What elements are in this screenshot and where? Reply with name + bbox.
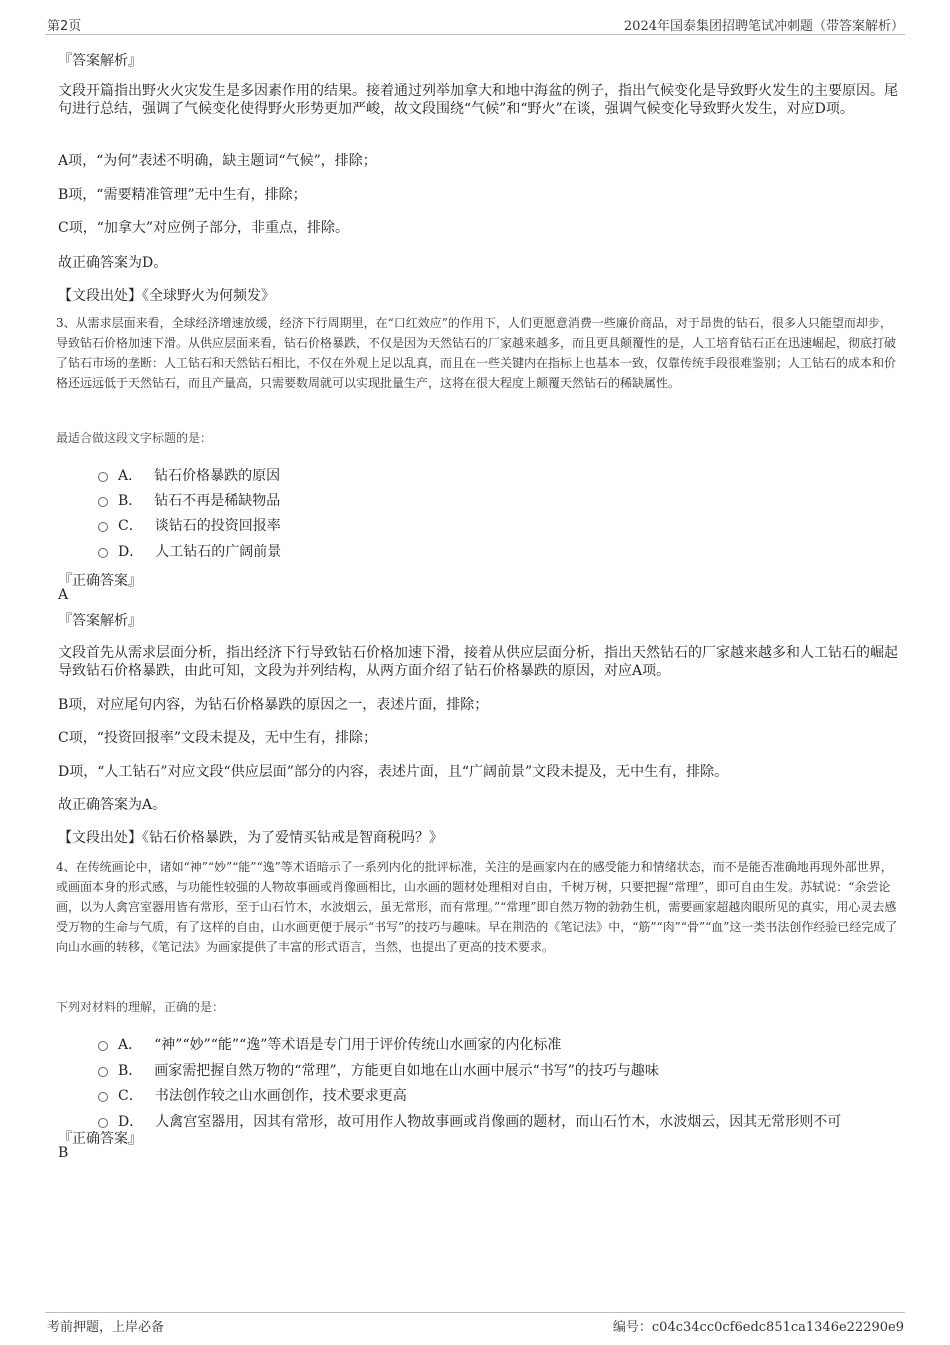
header-divider (45, 34, 905, 35)
q2-analysis-a: A项，“为何”表述不明确，缺主题词“气候”，排除； (58, 153, 377, 169)
q3-correct-tag: 『正确答案』 (58, 573, 142, 589)
q4-option-d-text: 人禽宫室器用，因其有常形，故可用作人物故事画或肖像画的题材，而山石竹木，水波烟云，因其无常形则不可 (155, 1114, 842, 1130)
q4-option-a-text: “神”“妙”“能”“逸”等术语是专门用于评价传统山水画家的内化标准 (154, 1037, 562, 1053)
q2-analysis-paragraph: 文段开篇指出野火火灾发生是多因素作用的结果。接着通过列举加拿大和地中海盆的例子，指出气候变化是导致野火发生的主要原因。尾句进行总结，强调了气候变化使得野火形势更加严峻，故文段围绕“气候”和“野火”在谈，强调气候变化导致野火发生，对应D项。 (58, 83, 898, 117)
q3-option-a[interactable] (98, 465, 280, 485)
q3-option-c[interactable] (98, 515, 281, 535)
q3-option-b[interactable] (98, 490, 280, 510)
radio-icon[interactable] (98, 1092, 108, 1102)
q3-question: 最适合做这段文字标题的是： (56, 431, 213, 445)
radio-icon[interactable] (98, 548, 108, 558)
q3-analysis-d: D项，“人工钻石”对应文段“供应层面”部分的内容，表述片面，且“广阔前景”文段未提及，无中生有，排除。 (58, 764, 729, 780)
q3-option-d[interactable] (98, 541, 281, 561)
radio-icon[interactable] (98, 1041, 108, 1051)
q2-conclusion: 故正确答案为D。 (58, 255, 168, 271)
q3-option-b-letter: B． (118, 493, 143, 509)
radio-icon[interactable] (98, 1067, 108, 1077)
q3-option-c-text: 谈钻石的投资回报率 (154, 518, 281, 534)
q4-option-c-text: 书法创作较之山水画创作，技术要求更高 (154, 1088, 407, 1104)
q4-option-c[interactable] (98, 1085, 407, 1105)
q3-analysis-c: C项，“投资回报率”文段未提及，无中生有，排除； (58, 730, 378, 746)
q3-source: 【文段出处】《钻石价格暴跌，为了爱情买钻戒是智商税吗？》 (58, 830, 443, 846)
document-id: 编号：c04c34cc0cf6edc851ca1346e22290e9 (612, 1320, 904, 1335)
q4-option-b-text: 画家需把握自然万物的“常理”，方能更自如地在山水画中展示“书写”的技巧与趣味 (154, 1063, 659, 1079)
q2-analysis-tag: 『答案解析』 (58, 53, 142, 69)
q3-analysis-paragraph: 文段首先从需求层面分析，指出经济下行导致钻石价格加速下滑，接着从供应层面分析，指出天然钻石的厂家越来越多和人工钻石的崛起导致钻石价格暴跌，由此可知，文段为并列结构，从两方面介绍了钻石价格暴跌的原因，对应A项。 (58, 645, 898, 679)
q4-option-a[interactable] (98, 1034, 561, 1054)
q3-analysis-tag: 『答案解析』 (58, 613, 142, 629)
q4-question: 下列对材料的理解，正确的是： (56, 1000, 225, 1014)
q3-option-a-text: 钻石价格暴跌的原因 (154, 468, 281, 484)
radio-icon[interactable] (98, 472, 108, 482)
q3-option-c-letter: C． (118, 518, 143, 534)
q3-option-d-text: 人工钻石的广阔前景 (155, 544, 282, 560)
q4-option-b[interactable] (98, 1060, 659, 1080)
q3-option-d-letter: D． (118, 544, 144, 560)
radio-icon[interactable] (98, 1118, 108, 1128)
q3-option-b-text: 钻石不再是稀缺物品 (154, 493, 281, 509)
q3-analysis-b: B项，对应尾句内容，为钻石价格暴跌的原因之一，表述片面，排除； (58, 697, 489, 713)
q4-correct-tag: 『正确答案』 (58, 1131, 142, 1147)
radio-icon[interactable] (98, 497, 108, 507)
q4-correct-answer: B (58, 1145, 69, 1161)
q2-analysis-b: B项，“需要精准管理”无中生有，排除； (58, 187, 307, 203)
radio-icon[interactable] (98, 522, 108, 532)
q4-option-b-letter: B． (118, 1063, 143, 1079)
document-title: 2024年国泰集团招聘笔试冲刺题（带答案解析） (623, 19, 904, 34)
q4-option-a-letter: A． (118, 1037, 143, 1053)
footer-divider (45, 1312, 905, 1313)
q4-option-d-letter: D． (118, 1114, 144, 1130)
q3-option-a-letter: A． (118, 468, 143, 484)
q3-correct-answer: A (58, 587, 69, 603)
q3-conclusion: 故正确答案为A。 (58, 797, 167, 813)
q4-option-c-letter: C． (118, 1088, 143, 1104)
page-number: 第2页 (47, 19, 82, 34)
footer-slogan: 考前押题，上岸必备 (47, 1320, 165, 1335)
q4-option-d[interactable] (98, 1111, 841, 1131)
q2-analysis-c: C项，“加拿大”对应例子部分，非重点，排除。 (58, 220, 350, 236)
q2-source: 【文段出处】《全球野火为何频发》 (58, 288, 275, 304)
q4-stem: 4、在传统画论中，诸如“神”“妙”“能”“逸”等术语暗示了一系列内化的批评标准，关注的是画家内在的感受能力和情绪状态，而不是能否准确地再现外部世界，或画面本身的形式感，与功能性较强的人物故事画或肖像画相比，山水画的题材处理相对自由，千树万树，只要把握“常理”，即可自由生发。苏轼说：“余尝论画，以为人禽宫室器用皆有常形，至于山石竹木，水波烟云，虽无常形，而有常理。”“常理”即自然万物的勃勃生机，需要画家超越肉眼所见的真实，用心灵去感受万物的生命与气质，有了这样的自由，山水画更便于展示“书写”的技巧与趣味。早在荆浩的《笔记法》中，“筋”“肉”“骨”“血”这一类书法创作经验已经完成了向山水画的转移，《笔记法》为画家提供了丰富的形式语言，当然，也提出了更高的技术要求。 (56, 860, 898, 954)
q3-stem: 3、从需求层面来看，全球经济增速放缓，经济下行周期里，在“口红效应”的作用下，人们更愿意消费一些廉价商品，对于昂贵的钻石，很多人只能望而却步，导致钻石价格加速下滑。从供应层面来看，钻石价格暴跌，不仅是因为天然钻石的厂家越来越多，而且更具颠覆性的是，人工培育钻石正在迅速崛起，彻底打破了钻石市场的垄断：人工钻石和天然钻石相比，不仅在外观上足以乱真，而且在一些关键内在指标上也基本一致，仅靠传统手段很难鉴别；人工钻石的成本和价格还远远低于天然钻石，而且产量高，只需要数周就可以实现批量生产，这将在很大程度上颠覆天然钻石的稀缺属性。 (56, 316, 897, 390)
